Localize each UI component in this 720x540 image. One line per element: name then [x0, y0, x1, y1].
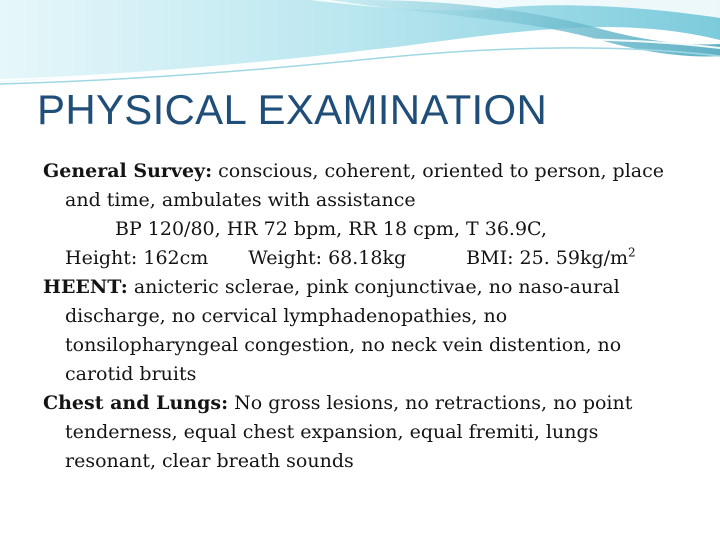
- page-title: PHYSICAL EXAMINATION: [37, 86, 548, 133]
- exam-body: [43, 157, 683, 476]
- heent-text: anicteric sclerae, pink conjunctivae, no naso-aural discharge, no cervical lymphadenopathies, no tonsilopharyngeal congestion, no neck vein distention, no carotid bruits: [65, 276, 622, 385]
- height-text: Height: 162cm: [65, 247, 209, 269]
- anthropometrics-line: [43, 244, 683, 273]
- general-survey-label: General Survey:: [43, 160, 213, 182]
- bmi-exponent: 2: [628, 245, 636, 260]
- vitals-text: BP 120/80, HR 72 bpm, RR 18 cpm, T 36.9C,: [115, 218, 547, 240]
- chest-paragraph: [43, 389, 683, 476]
- chest-text: No gross lesions, no retractions, no point tenderness, equal chest expansion, equal fremiti, lungs resonant, clear breath sounds: [65, 392, 633, 472]
- bmi-text: BMI: 25. 59kg/m: [466, 247, 629, 269]
- heent-paragraph: [43, 273, 683, 389]
- general-survey-paragraph: [43, 157, 683, 215]
- weight-text: Weight: 68.18kg: [248, 247, 407, 269]
- vitals-line: [43, 215, 683, 244]
- header-wave-decoration: [0, 0, 720, 85]
- chest-label: Chest and Lungs:: [43, 392, 229, 414]
- general-survey-text: conscious, coherent, oriented to person, place and time, ambulates with assistance: [65, 160, 665, 211]
- heent-label: HEENT:: [43, 276, 128, 298]
